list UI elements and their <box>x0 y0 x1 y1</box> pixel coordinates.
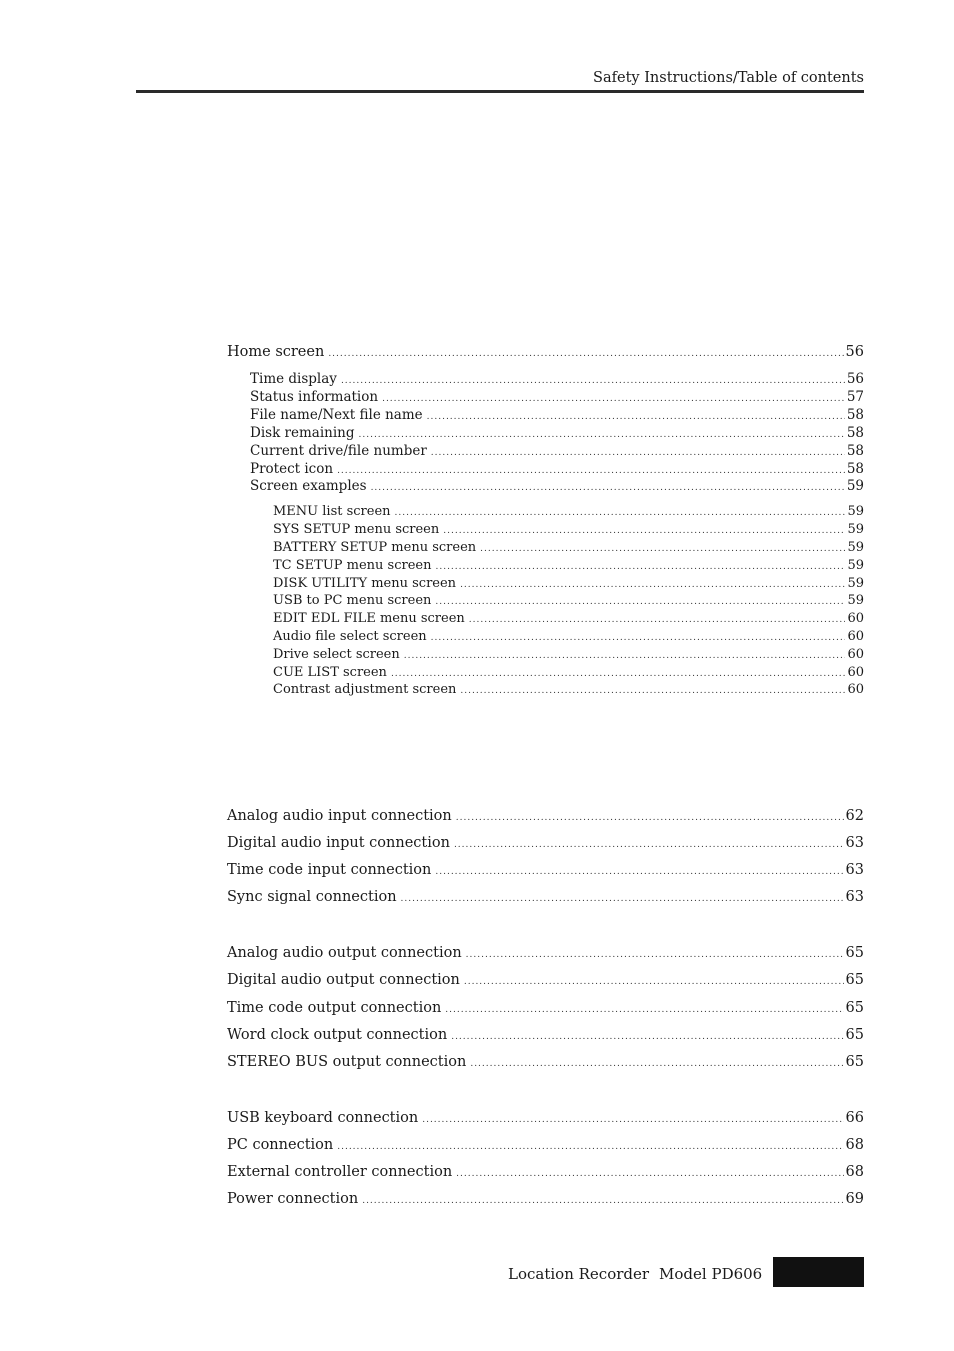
toc-label: PC connection <box>227 1137 334 1153</box>
dot-leader <box>391 669 846 679</box>
toc-page: 59 <box>847 504 864 519</box>
toc-entry <box>227 1191 864 1207</box>
running-header: Safety Instructions/Table of contents <box>593 70 864 86</box>
toc-entry <box>227 1110 864 1126</box>
toc-label: Protect icon <box>250 461 334 477</box>
dot-leader <box>470 1059 843 1069</box>
toc-page: 65 <box>845 945 864 961</box>
toc-entry <box>273 629 864 644</box>
dot-leader <box>362 1196 843 1206</box>
toc-entry <box>227 972 864 988</box>
page-number-tab <box>773 1257 864 1287</box>
toc-page: 60 <box>847 665 864 680</box>
dot-leader <box>435 597 845 607</box>
toc-entry <box>250 461 864 477</box>
toc-label: STEREO BUS output connection <box>227 1054 467 1070</box>
toc-page: 66 <box>845 1110 864 1126</box>
dot-leader <box>431 448 845 458</box>
dot-leader <box>328 349 843 359</box>
dot-leader <box>445 1005 843 1015</box>
toc-entry <box>273 593 864 608</box>
dot-leader <box>382 394 845 404</box>
toc-label: Digital audio output connection <box>227 972 460 988</box>
dot-leader <box>337 466 845 476</box>
dot-leader <box>451 1032 843 1042</box>
toc-entry <box>227 1000 864 1016</box>
toc-label: Time display <box>250 371 337 387</box>
toc-page: 59 <box>847 540 864 555</box>
toc-label: Current drive/file number <box>250 443 427 459</box>
toc-label: File name/Next file name <box>250 407 423 423</box>
toc-page: 63 <box>845 889 864 905</box>
toc-page: 60 <box>847 647 864 662</box>
dot-leader <box>469 615 846 625</box>
toc-label: BATTERY SETUP menu screen <box>273 540 477 555</box>
toc-label: CUE LIST screen <box>273 665 387 680</box>
toc-entry <box>227 808 864 824</box>
footer-product <box>508 1265 762 1283</box>
dot-leader <box>435 562 845 572</box>
dot-leader <box>456 813 844 823</box>
toc-page: 65 <box>845 1000 864 1016</box>
toc-label: USB keyboard connection <box>227 1110 419 1126</box>
toc-label: EDIT EDL FILE menu screen <box>273 611 465 626</box>
toc-label: Time code output connection <box>227 1000 442 1016</box>
toc-label: Drive select screen <box>273 647 400 662</box>
toc-page: 59 <box>847 576 864 591</box>
dot-leader <box>422 1115 843 1125</box>
dot-leader <box>435 867 843 877</box>
dot-leader <box>341 376 845 386</box>
toc-entry <box>227 1137 864 1153</box>
toc-entry <box>250 425 864 441</box>
toc-label: Disk remaining <box>250 425 355 441</box>
dot-leader <box>431 633 846 643</box>
dot-leader <box>464 977 844 987</box>
dot-leader <box>456 1169 843 1179</box>
toc-page: 63 <box>845 835 864 851</box>
dot-leader <box>401 894 844 904</box>
toc-page: 69 <box>845 1191 864 1207</box>
toc-page: 62 <box>845 808 864 824</box>
toc-entry <box>273 665 864 680</box>
toc-page: 58 <box>846 407 864 423</box>
toc-page: 65 <box>845 1027 864 1043</box>
dot-leader <box>443 526 845 536</box>
toc-entry <box>227 835 864 851</box>
toc-page: 65 <box>845 972 864 988</box>
toc-page: 60 <box>847 611 864 626</box>
dot-leader <box>404 651 846 661</box>
toc-label: Status information <box>250 389 379 405</box>
toc-label: Time code input connection <box>227 862 432 878</box>
footer-product-name: Location Recorder <box>508 1265 650 1283</box>
dot-leader <box>337 1142 843 1152</box>
dot-leader <box>460 686 845 696</box>
toc-label: Digital audio input connection <box>227 835 450 851</box>
toc-page: 68 <box>845 1164 864 1180</box>
toc-label: Sync signal connection <box>227 889 397 905</box>
toc-label: Contrast adjustment screen <box>273 682 457 697</box>
toc-entry <box>273 682 864 697</box>
toc-page: 57 <box>846 389 864 405</box>
toc-page: 56 <box>846 371 864 387</box>
toc-entry <box>273 504 864 519</box>
toc-entry <box>273 558 864 573</box>
toc-label: Analog audio input connection <box>227 808 452 824</box>
toc-entry <box>250 371 864 387</box>
toc-label: Power connection <box>227 1191 359 1207</box>
toc-entry <box>227 889 864 905</box>
toc-page: 56 <box>845 344 864 360</box>
toc-entry <box>250 443 864 459</box>
toc-page: 68 <box>845 1137 864 1153</box>
dot-leader <box>359 430 845 440</box>
toc-label: DISK UTILITY menu screen <box>273 576 457 591</box>
toc-label: SYS SETUP menu screen <box>273 522 440 537</box>
toc-page: 59 <box>847 593 864 608</box>
toc-label: Word clock output connection <box>227 1027 448 1043</box>
toc-page: 59 <box>846 478 864 494</box>
toc-label: Analog audio output connection <box>227 945 462 961</box>
toc-page: 63 <box>845 862 864 878</box>
toc-entry <box>250 478 864 494</box>
dot-leader <box>371 483 845 493</box>
dot-leader <box>427 412 845 422</box>
toc-page: 60 <box>847 629 864 644</box>
toc-entry <box>273 576 864 591</box>
toc-page: 58 <box>846 443 864 459</box>
toc-label: Audio file select screen <box>273 629 427 644</box>
dot-leader <box>466 950 844 960</box>
toc-label: MENU list screen <box>273 504 391 519</box>
toc-label: Screen examples <box>250 478 367 494</box>
toc-page: 59 <box>847 522 864 537</box>
toc-entry <box>227 862 864 878</box>
dot-leader <box>480 544 845 554</box>
toc-page: 60 <box>847 682 864 697</box>
toc-page: 65 <box>845 1054 864 1070</box>
toc-entry <box>227 1164 864 1180</box>
toc-page: 59 <box>847 558 864 573</box>
toc-entry <box>273 611 864 626</box>
toc-page: 58 <box>846 425 864 441</box>
toc-entry-home-screen <box>227 344 864 360</box>
toc-entry <box>250 389 864 405</box>
toc-label: External controller connection <box>227 1164 453 1180</box>
toc-entry <box>227 1054 864 1070</box>
toc-entry <box>273 647 864 662</box>
dot-leader <box>460 580 845 590</box>
toc-label: USB to PC menu screen <box>273 593 432 608</box>
header-rule <box>136 90 864 93</box>
dot-leader <box>454 840 844 850</box>
toc-entry <box>273 522 864 537</box>
toc-label: Home screen <box>227 344 325 360</box>
toc-label: TC SETUP menu screen <box>273 558 432 573</box>
footer-model: Model PD606 <box>659 1265 763 1283</box>
toc-page: 58 <box>846 461 864 477</box>
dot-leader <box>395 508 846 518</box>
toc-entry <box>227 1027 864 1043</box>
toc-entry <box>227 945 864 961</box>
toc-entry <box>273 540 864 555</box>
toc-entry <box>250 407 864 423</box>
